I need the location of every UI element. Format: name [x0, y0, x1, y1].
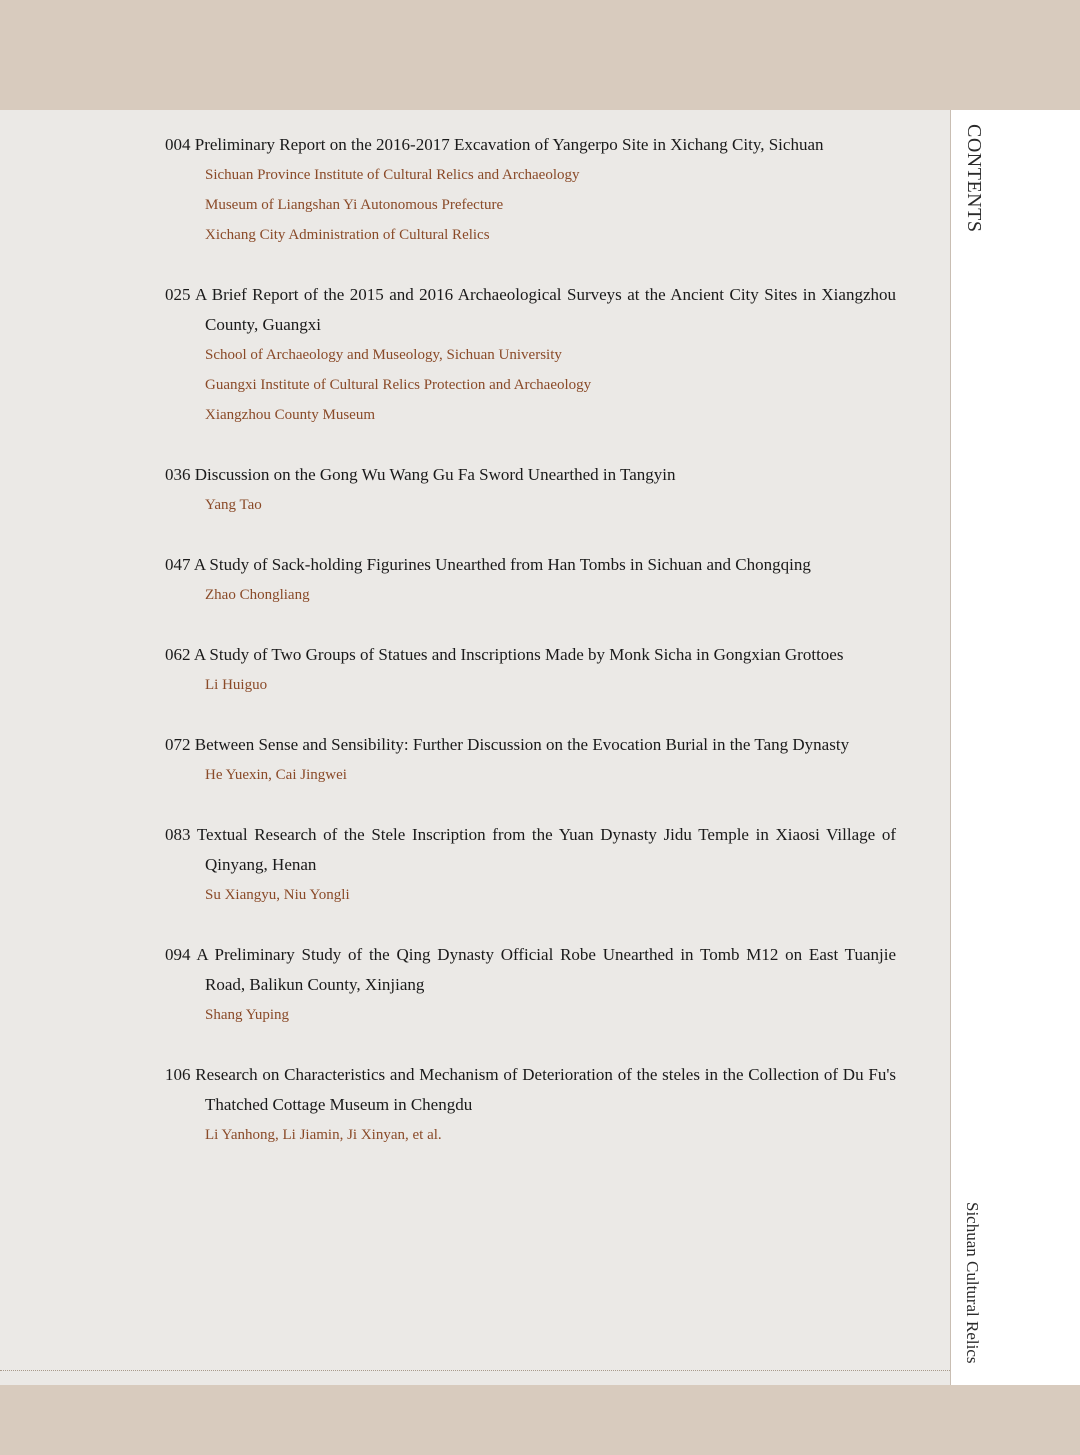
- entry-author: Sichuan Province Institute of Cultural Relics and Archaeology: [205, 167, 580, 183]
- footer-band: [0, 1385, 1080, 1455]
- toc-entry: [165, 130, 896, 250]
- toc-entry: [165, 460, 896, 520]
- entry-title[interactable]: [165, 130, 896, 160]
- entry-author: School of Archaeology and Museology, Sichuan University: [205, 347, 562, 363]
- toc-entry: [165, 550, 896, 610]
- entry-title-text: Textual Research of the Stele Inscription from the Yuan Dynasty Jidu Temple in Xiaosi Village of Qinyang, Henan: [196, 825, 896, 874]
- toc-entry: [165, 730, 896, 790]
- contents-label: CONTENTS: [963, 124, 985, 233]
- entry-title-text: A Preliminary Study of the Qing Dynasty Official Robe Unearthed in Tomb M12 on East Tuanjie Road, Balikun County, Xinjiang: [196, 945, 897, 994]
- entry-title-text: Preliminary Report on the 2016-2017 Excavation of Yangerpo Site in Xichang City, Sichuan: [194, 135, 824, 154]
- entry-page-number: 036: [165, 465, 191, 484]
- entry-author: Guangxi Institute of Cultural Relics Protection and Archaeology: [205, 377, 592, 393]
- entry-page-number: 083: [165, 825, 191, 844]
- table-of-contents: [165, 130, 896, 1180]
- journal-name: Sichuan Cultural Relics: [963, 1202, 982, 1364]
- footer-dotted-rule: [0, 1370, 950, 1371]
- toc-entry: [165, 640, 896, 700]
- entry-page-number: 004: [165, 135, 191, 154]
- entry-title-text: A Brief Report of the 2015 and 2016 Archaeological Surveys at the Ancient City Sites in Xiangzhou County, Guangxi: [195, 285, 896, 334]
- entry-author: Li Huiguo: [205, 677, 268, 693]
- toc-entry: [165, 940, 896, 1030]
- entry-author: Li Yanhong, Li Jiamin, Ji Xinyan, et al.: [205, 1127, 442, 1143]
- entry-page-number: 106: [165, 1065, 191, 1084]
- entry-author: Shang Yuping: [205, 1007, 290, 1023]
- entry-title[interactable]: [165, 280, 896, 340]
- entry-title[interactable]: [165, 640, 896, 670]
- entry-page-number: 094: [165, 945, 191, 964]
- toc-entry: [165, 280, 896, 430]
- entry-author: Su Xiangyu, Niu Yongli: [205, 887, 350, 903]
- entry-title-text: Between Sense and Sensibility: Further Discussion on the Evocation Burial in the Tang Dynasty: [194, 735, 850, 754]
- entry-page-number: 025: [165, 285, 191, 304]
- toc-entry: [165, 820, 896, 910]
- entry-author: Museum of Liangshan Yi Autonomous Prefecture: [205, 197, 504, 213]
- side-divider: [950, 110, 951, 1455]
- toc-entry: [165, 1060, 896, 1150]
- entry-page-number: 062: [165, 645, 191, 664]
- entry-author: Zhao Chongliang: [205, 587, 310, 603]
- entry-author: He Yuexin, Cai Jingwei: [205, 767, 347, 783]
- entry-author: Xichang City Administration of Cultural Relics: [205, 227, 490, 243]
- entry-title[interactable]: [165, 730, 896, 760]
- entry-title-text: Research on Characteristics and Mechanism of Deterioration of the steles in the Collection of Du Fu's Thatched Cottage Museum in Chengdu: [195, 1065, 896, 1114]
- entry-title-text: A Study of Sack-holding Figurines Unearthed from Han Tombs in Sichuan and Chongqing: [193, 555, 811, 574]
- entry-page-number: 047: [165, 555, 191, 574]
- entry-title[interactable]: [165, 1060, 896, 1120]
- entry-author: Xiangzhou County Museum: [205, 407, 375, 423]
- entry-page-number: 072: [165, 735, 191, 754]
- side-panel: [951, 110, 1080, 1385]
- entry-author: Yang Tao: [205, 497, 262, 513]
- entry-title-text: Discussion on the Gong Wu Wang Gu Fa Sword Unearthed in Tangyin: [194, 465, 676, 484]
- entry-title[interactable]: [165, 460, 896, 490]
- entry-title[interactable]: [165, 940, 896, 1000]
- entry-title[interactable]: [165, 820, 896, 880]
- entry-title-text: A Study of Two Groups of Statues and Inscriptions Made by Monk Sicha in Gongxian Grottoes: [193, 645, 844, 664]
- entry-title[interactable]: [165, 550, 896, 580]
- header-band: [0, 0, 1080, 110]
